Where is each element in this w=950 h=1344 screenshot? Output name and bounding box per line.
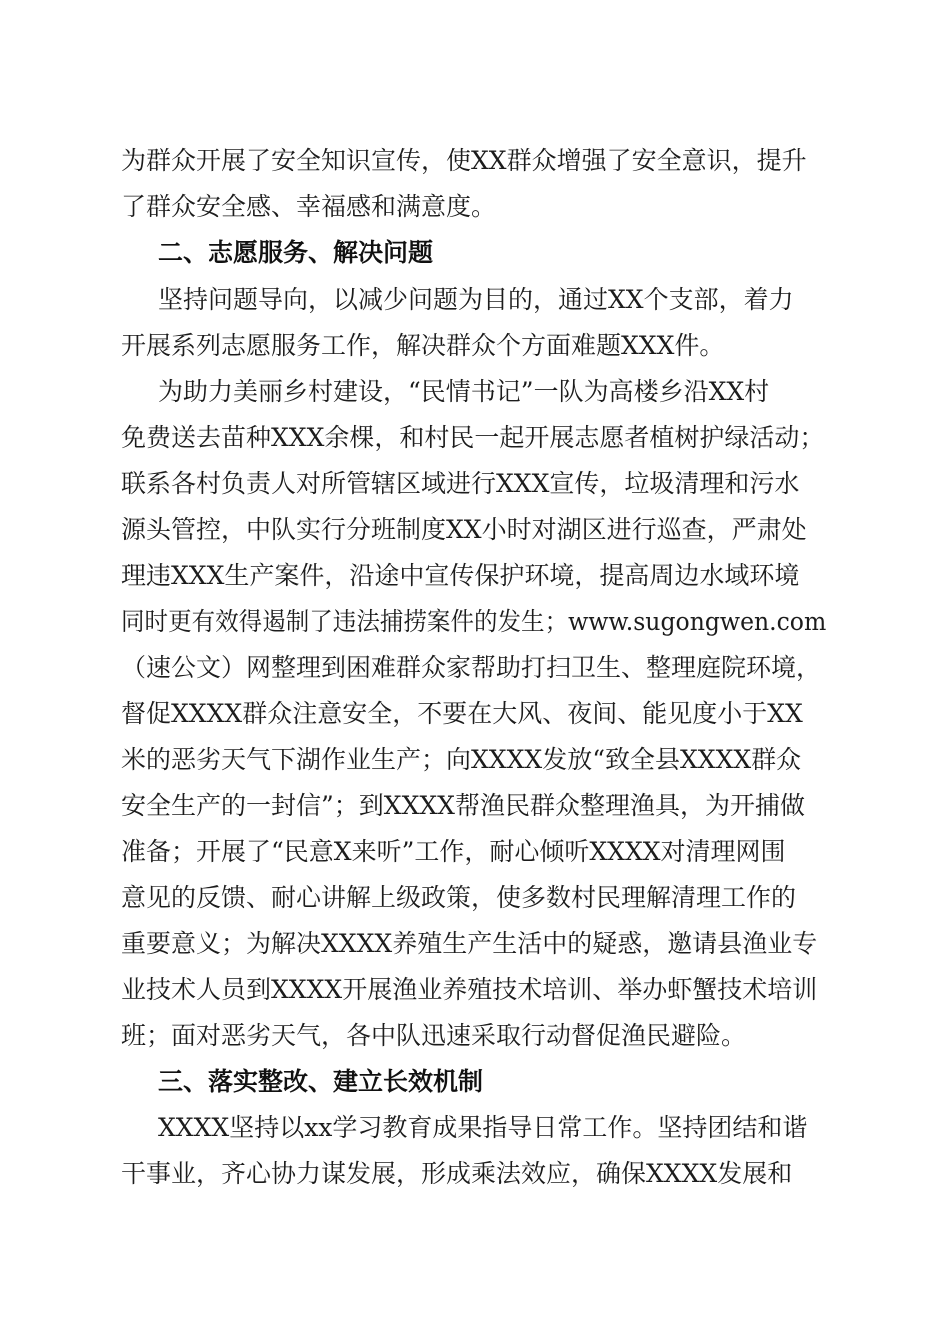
intro-line-1: 为群众开展了安全知识宣传，使XX群众增强了安全意识，提升 [121, 146, 807, 175]
section2-para2-line-3: 联系各村负责人对所管辖区域进行XXX宣传，垃圾清理和污水 [121, 469, 800, 498]
section2-para2-line-5: 理违XXX生产案件，沿途中宣传保护环境，提高周边水域环境 [121, 561, 800, 590]
section3-para1-line-2: 干事业，齐心协力谋发展，形成乘法效应，确保XXXX发展和 [121, 1159, 793, 1188]
section2-para2-line-14: 业技术人员到XXXX开展渔业养殖技术培训、举办虾蟹技术培训 [121, 975, 818, 1004]
section2-para2-line-6: 同时更有效得遏制了违法捕捞案件的发生；www.sugongwen.com [121, 607, 827, 636]
intro-line-2: 了群众安全感、幸福感和满意度。 [121, 192, 497, 221]
section-heading-3: 三、落实整改、建立长效机制 [158, 1067, 484, 1096]
section2-para2-line-12: 意见的反馈、耐心讲解上级政策，使多数村民理解清理工作的 [121, 883, 797, 912]
section2-para2-line-9: 米的恶劣天气下湖作业生产；向XXXX发放“致全县XXXX群众 [121, 745, 802, 774]
section2-para1-line-1: 坚持问题导向，以减少问题为目的，通过XX个支部，着力 [158, 285, 794, 314]
section2-para2-line-8: 督促XXXX群众注意安全，不要在大风、夜间、能见度小于XX [121, 699, 803, 728]
section2-para2-line-11: 准备；开展了“民意X来听”工作，耐心倾听XXXX对清理网围 [121, 837, 786, 866]
section2-para1-line-2: 开展系列志愿服务工作，解决群众个方面难题XXX件。 [121, 331, 725, 360]
section3-para1-line-1: XXXX坚持以xx学习教育成果指导日常工作。坚持团结和谐 [158, 1113, 808, 1142]
section2-para2-line-15: 班；面对恶劣天气，各中队迅速采取行动督促渔民避险。 [121, 1021, 747, 1050]
section2-para2-line-4: 源头管控，中队实行分班制度XX小时对湖区进行巡查，严肃处 [121, 515, 807, 544]
section2-para2-line-13: 重要意义；为解决XXXX养殖生产生活中的疑惑，邀请县渔业专 [121, 929, 818, 958]
section2-para2-line-1: 为助力美丽乡村建设，“民情书记”一队为高楼乡沿XX村 [158, 377, 770, 406]
section2-para2-line-2: 免费送去苗种XXX余棵，和村民一起开展志愿者植树护绿活动； [121, 423, 825, 452]
section2-para2-line-10: 安全生产的一封信”；到XXXX帮渔民群众整理渔具，为开捕做 [121, 791, 805, 820]
section-heading-2: 二、志愿服务、解决问题 [158, 238, 434, 267]
section2-para2-line-7: （速公文）网整理到困难群众家帮助打扫卫生、整理庭院环境， [121, 653, 822, 682]
